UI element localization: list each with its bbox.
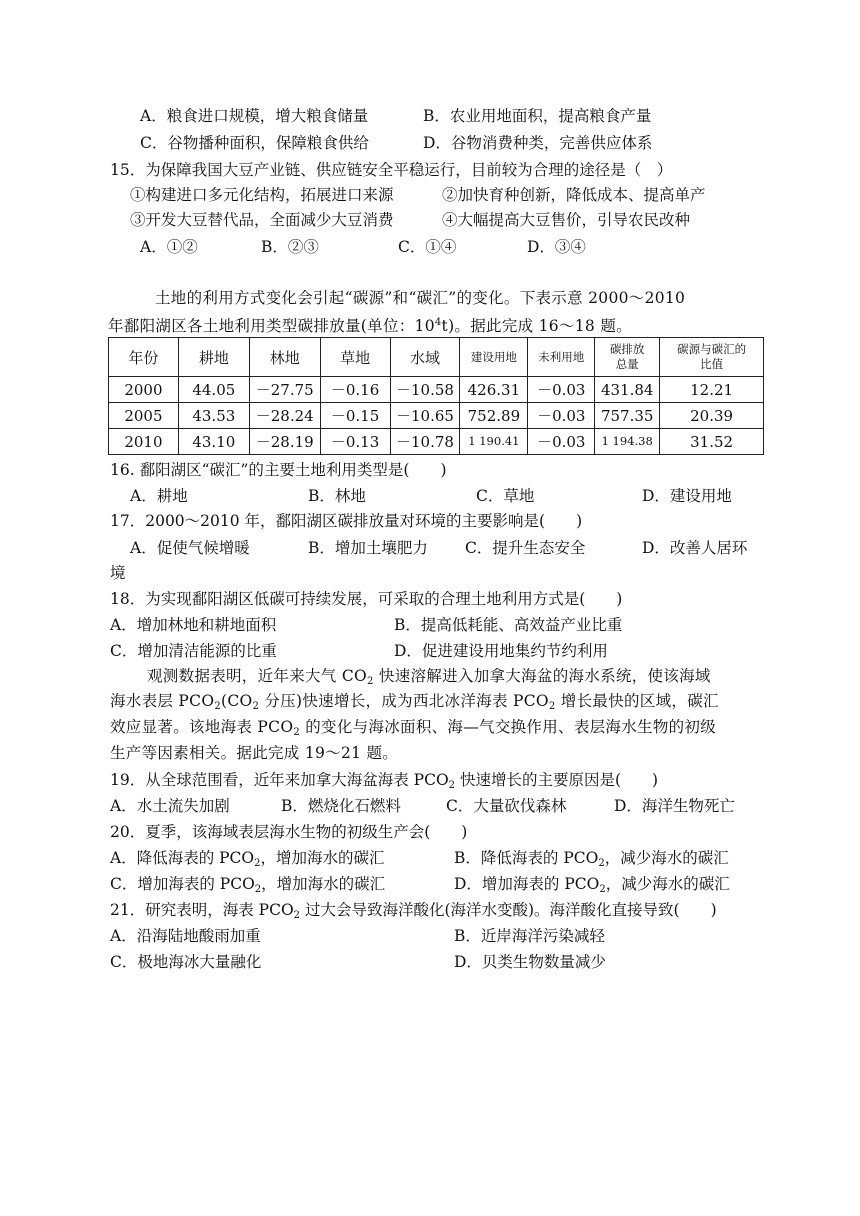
q15-option-a: A．①② <box>140 238 198 256</box>
q15-option-b: B．②③ <box>261 238 319 256</box>
q16-option-a: A．耕地 <box>130 487 188 505</box>
q21-option-d: D．贝类生物数量减少 <box>454 953 606 971</box>
q19-stem: 19．从全球范围看，近年来加拿大海盆海表 $PCO_2$ 快速增长的主要原因是( ) <box>110 771 659 791</box>
carbon-emission-table <box>108 337 764 455</box>
table-cell: －27.75 <box>249 377 320 403</box>
q20-option-d: D．增加海表的 $PCO_2$，减少海水的碳汇 <box>454 875 730 895</box>
q17-option-d-wrap: 境 <box>110 564 126 582</box>
q21-option-b: B．近岸海洋污染减轻 <box>454 927 605 945</box>
q18-option-b: B．提高低耗能、高效益产业比重 <box>394 616 623 634</box>
table-cell: 20.39 <box>660 403 764 429</box>
q16-stem: 16. 鄱阳湖区“碳汇”的主要土地利用类型是( ) <box>110 461 447 479</box>
table-cell: 1 190.41 <box>460 429 528 455</box>
table-row <box>109 377 764 403</box>
header-forest: 林地 <box>249 338 320 377</box>
q21-option-c: C．极地海冰大量融化 <box>110 953 262 971</box>
table-cell: 426.31 <box>460 377 528 403</box>
q17-option-b: B．增加土壤肥力 <box>308 539 428 557</box>
q21-option-a: A．沿海陆地酸雨加重 <box>110 927 261 945</box>
q17-stem: 17．2000～2010 年，鄱阳湖区碳排放量对环境的主要影响是( ) <box>110 512 583 530</box>
q14-option-b: B．农业用地面积，提高粮食产量 <box>423 107 652 125</box>
q15-statement-2: ②加快育种创新，降低成本、提高单产 <box>442 186 706 204</box>
q14-option-c: C．谷物播种面积，保障粮食供给 <box>140 134 369 152</box>
q16-option-b: B．林地 <box>308 487 366 505</box>
q18-stem: 18．为实现鄱阳湖区低碳可持续发展，可采取的合理土地利用方式是( ) <box>110 590 623 608</box>
header-construction: 建设用地 <box>460 338 528 377</box>
table-cell: －10.65 <box>390 403 460 429</box>
table-cell: 2010 <box>109 429 179 455</box>
q16-option-c: C．草地 <box>476 487 535 505</box>
table-cell: 752.89 <box>460 403 528 429</box>
q14-option-a: A．粮食进口规模，增大粮食储量 <box>140 107 369 125</box>
q20-option-b: B．降低海表的 $PCO_2$，减少海水的碳汇 <box>454 849 729 869</box>
q18-option-c: C．增加清洁能源的比重 <box>110 642 277 660</box>
table-cell: －0.16 <box>320 377 390 403</box>
q21-stem: 21．研究表明，海表 $PCO_2$ 过大会导致海洋酸化(海洋水变酸)。海洋酸化直接导致( ) <box>110 901 717 921</box>
table-cell: 2000 <box>109 377 179 403</box>
header-water: 水域 <box>390 338 460 377</box>
q14-option-d: D．谷物消费种类，完善供应体系 <box>423 134 653 152</box>
intro2-line4: 生产等因素相关。据此完成 19～21 题。 <box>110 744 399 762</box>
table-cell: 43.53 <box>178 403 249 429</box>
table-cell: 2005 <box>109 403 179 429</box>
table-cell: －10.58 <box>390 377 460 403</box>
table-cell: －0.13 <box>320 429 390 455</box>
table-cell: 431.84 <box>595 377 660 403</box>
table-cell: 12.21 <box>660 377 764 403</box>
q15-option-d: D．③④ <box>527 238 586 256</box>
q17-option-a: A．促使气候增暖 <box>130 539 250 557</box>
q16-option-d: D．建设用地 <box>642 487 732 505</box>
table-cell: －0.03 <box>528 403 595 429</box>
intro1-line1: 土地的利用方式变化会引起“碳源”和“碳汇”的变化。下表示意 2000～2010 <box>155 289 686 307</box>
table-cell: 1 194.38 <box>595 429 660 455</box>
intro2-line1: 观测数据表明，近年来大气 $CO_2$ 快速溶解进入加拿大海盆的海水系统，使该海域 <box>147 667 711 687</box>
header-year: 年份 <box>109 338 179 377</box>
q19-option-a: A．水土流失加剧 <box>110 797 230 815</box>
q15-statement-1: ①构建进口多元化结构，拓展进口来源 <box>130 186 394 204</box>
table-cell: －10.78 <box>390 429 460 455</box>
q15-statement-4: ④大幅提高大豆售价，引导农民改种 <box>442 211 691 229</box>
intro2-line3: 效应显著。该地海表 $PCO_2$ 的变化与海冰面积、海—气交换作用、表层海水生物的初级 <box>110 718 717 738</box>
q15-statement-3: ③开发大豆替代品，全面减少大豆消费 <box>130 211 394 229</box>
q17-option-d: D．改善人居环 <box>642 539 748 557</box>
q19-option-c: C．大量砍伐森林 <box>446 797 567 815</box>
q20-option-a: A．降低海表的 $PCO_2$，增加海水的碳汇 <box>110 849 385 869</box>
table-cell: －0.15 <box>320 403 390 429</box>
header-farmland: 耕地 <box>178 338 249 377</box>
table-header-row <box>109 338 764 377</box>
intro1-line2: 年鄱阳湖区各土地利用类型碳排放量(单位：$10^4t$)。据此完成 16～18 题。 <box>108 317 632 335</box>
table-row <box>109 403 764 429</box>
table-cell: －0.03 <box>528 429 595 455</box>
q15-stem: 15．为保障我国大豆产业链、供应链安全平稳运行，目前较为合理的途径是（ ） <box>110 161 673 179</box>
header-total: 碳排放 总量 <box>595 338 660 377</box>
q18-option-a: A．增加林地和耕地面积 <box>110 616 277 634</box>
q17-option-c: C．提升生态安全 <box>465 539 586 557</box>
header-grassland: 草地 <box>320 338 390 377</box>
table-cell: －28.24 <box>249 403 320 429</box>
table-cell: 757.35 <box>595 403 660 429</box>
q20-option-c: C．增加海表的 $PCO_2$，增加海水的碳汇 <box>110 875 386 895</box>
header-ratio: 碳源与碳汇的 比值 <box>660 338 764 377</box>
q20-stem: 20．夏季，该海域表层海水生物的初级生产会( ) <box>110 823 468 841</box>
table-cell: 31.52 <box>660 429 764 455</box>
table-cell: －0.03 <box>528 377 595 403</box>
intro2-line2: 海水表层 $PCO_2(CO_2$ 分压)快速增长，成为西北冰洋海表 $PCO_2$ 增长最快的区域，碳汇 <box>110 692 719 712</box>
q19-option-b: B．燃烧化石燃料 <box>281 797 401 815</box>
table-cell: －28.19 <box>249 429 320 455</box>
table-cell: 43.10 <box>178 429 249 455</box>
header-unused: 未利用地 <box>528 338 595 377</box>
table-row <box>109 429 764 455</box>
q18-option-d: D．促进建设用地集约节约利用 <box>394 642 608 660</box>
table-cell: 44.05 <box>178 377 249 403</box>
q15-option-c: C．①④ <box>398 238 457 256</box>
q19-option-d: D．海洋生物死亡 <box>614 797 735 815</box>
